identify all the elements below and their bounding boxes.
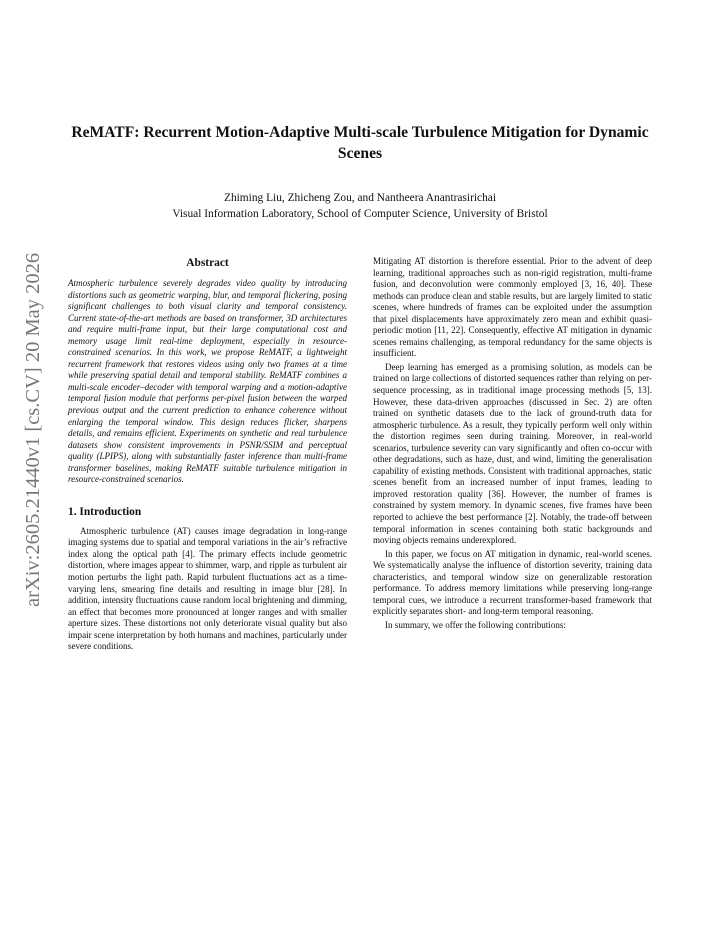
paper-title: ReMATF: Recurrent Motion-Adaptive Multi-scale Turbulence Mitigation for Dynamic Scenes: [71, 124, 649, 162]
abstract-heading: Abstract: [186, 257, 229, 269]
introduction-paragraph-4: In summary, we offer the following contributions:: [385, 619, 566, 630]
introduction-heading: 1. Introduction: [68, 505, 142, 518]
arxiv-watermark: [20, 252, 46, 607]
paragraph-continuation: Mitigating AT distortion is therefore essential. Prior to the advent of deep learning, traditional approaches such as non-rigid registration, multi-frame fusion, and deconvolution were commonly employed [3, 16, 40]. These methods can produce clean and stable results, but are largely limited to static scenes, where hundreds of frames can be exploited under the assumption that pixel displacements have approximately zero mean and exhibit quasi-periodic motion [11, 22]. Consequently, effective AT mitigation in dynamic scenes remains challenging, as temporal redundancy for the same objects is insufficient.: [373, 256, 652, 359]
abstract-text: Atmospheric turbulence severely degrades video quality by introducing distortions such as geometric warping, blur, and temporal flickering, posing significant challenges to both visual clarity and temporal consistency. Current state-of-the-art methods are based on transformer, 3D architectures and require multi-frame input, but their large computational cost and memory usage limit real-time deployment, especially in resource-constrained scenarios. In this work, we propose ReMATF, a lightweight recurrent framework that restores videos using only two frames at a time while preserving spatial detail and temporal stability. ReMATF combines a multi-scale encoder–decoder with temporal warping and a motion-adaptive temporal fusion module that performs per-pixel fusion between the warped previous output and the current prediction to enhance coherence without enlarging the temporal window. This design reduces flicker, sharpens details, and remains efficient. Experiments on synthetic and real turbulence datasets show consistent improvements in PSNR/SSIM and perceptual quality (LPIPS), along with substantially faster inference than multi-frame transformer baselines, making ReMATF suitable turbulence mitigation in resource-constrained scenarios.: [68, 278, 347, 485]
introduction-paragraph-1: Atmospheric turbulence (AT) causes image degradation in long-range imaging systems due to spatial and temporal variations in the air’s refractive index along the optical path [4]. The primary effects include geometric distortion, where images appear to shimmer, warp, and ripple as turbulent air motion perturbs the light path. Rapid turbulent fluctuations act as a time-varying lens, smearing fine details and resulting in image blur [28]. In addition, intensity fluctuations cause random local brightening and dimming, an effect that becomes more pronounced at longer ranges and with smaller aperture sizes. These distortions not only deteriorate visual quality but also impair scene interpretation by both humans and machines, particularly under severe conditions.: [68, 525, 347, 652]
author-names: Zhiming Liu, Zhicheng Zou, and Nantheera Anantrasirichai: [223, 192, 497, 204]
author-block: [60, 190, 660, 222]
left-column: [68, 256, 347, 653]
introduction-paragraph-2: Deep learning has emerged as a promising solution, as models can be trained on large collections of distorted sequences rather than relying on per-sequence processing, as in traditional image processing methods [5, 13]. However, these data-driven approaches (discussed in Sec. 2) are often trained on synthetic datasets due to the lack of ground-truth data for atmospheric turbulence. As a result, they typically perform well only within the distortion regimes seen during training. Moreover, in real-world scenarios, turbulence severity can vary significantly and often co-occur with other degradations, such as haze, dust, and wind, limiting the generalisation capability of existing methods. Consistent with traditional approaches, static scenes benefit from an increased number of input frames, leading to improved restoration quality [36]. However, the number of frames is constrained by system memory. In dynamic scenes, five frames have been reported to achieve the best performance [2]. Notably, the trade-off between temporal information in scenes containing both static backgrounds and moving objects remains underexplored.: [373, 361, 652, 546]
author-affiliation: Visual Information Laboratory, School of Computer Science, University of Bristol: [172, 208, 548, 220]
right-column: [373, 256, 652, 632]
introduction-paragraph-3: In this paper, we focus on AT mitigation in dynamic, real-world scenes. We systematically analyse the influence of distortion severity, training data characteristics, and temporal window size on generalizable restoration performance. To address memory limitations while preserving long-range temporal cues, we introduce a recurrent transformer-based framework that explicitly separates short- and long-term temporal reasoning.: [373, 548, 652, 617]
arxiv-identifier: arXiv:2605.21440v1 [cs.CV] 20 May 2026: [22, 252, 44, 607]
